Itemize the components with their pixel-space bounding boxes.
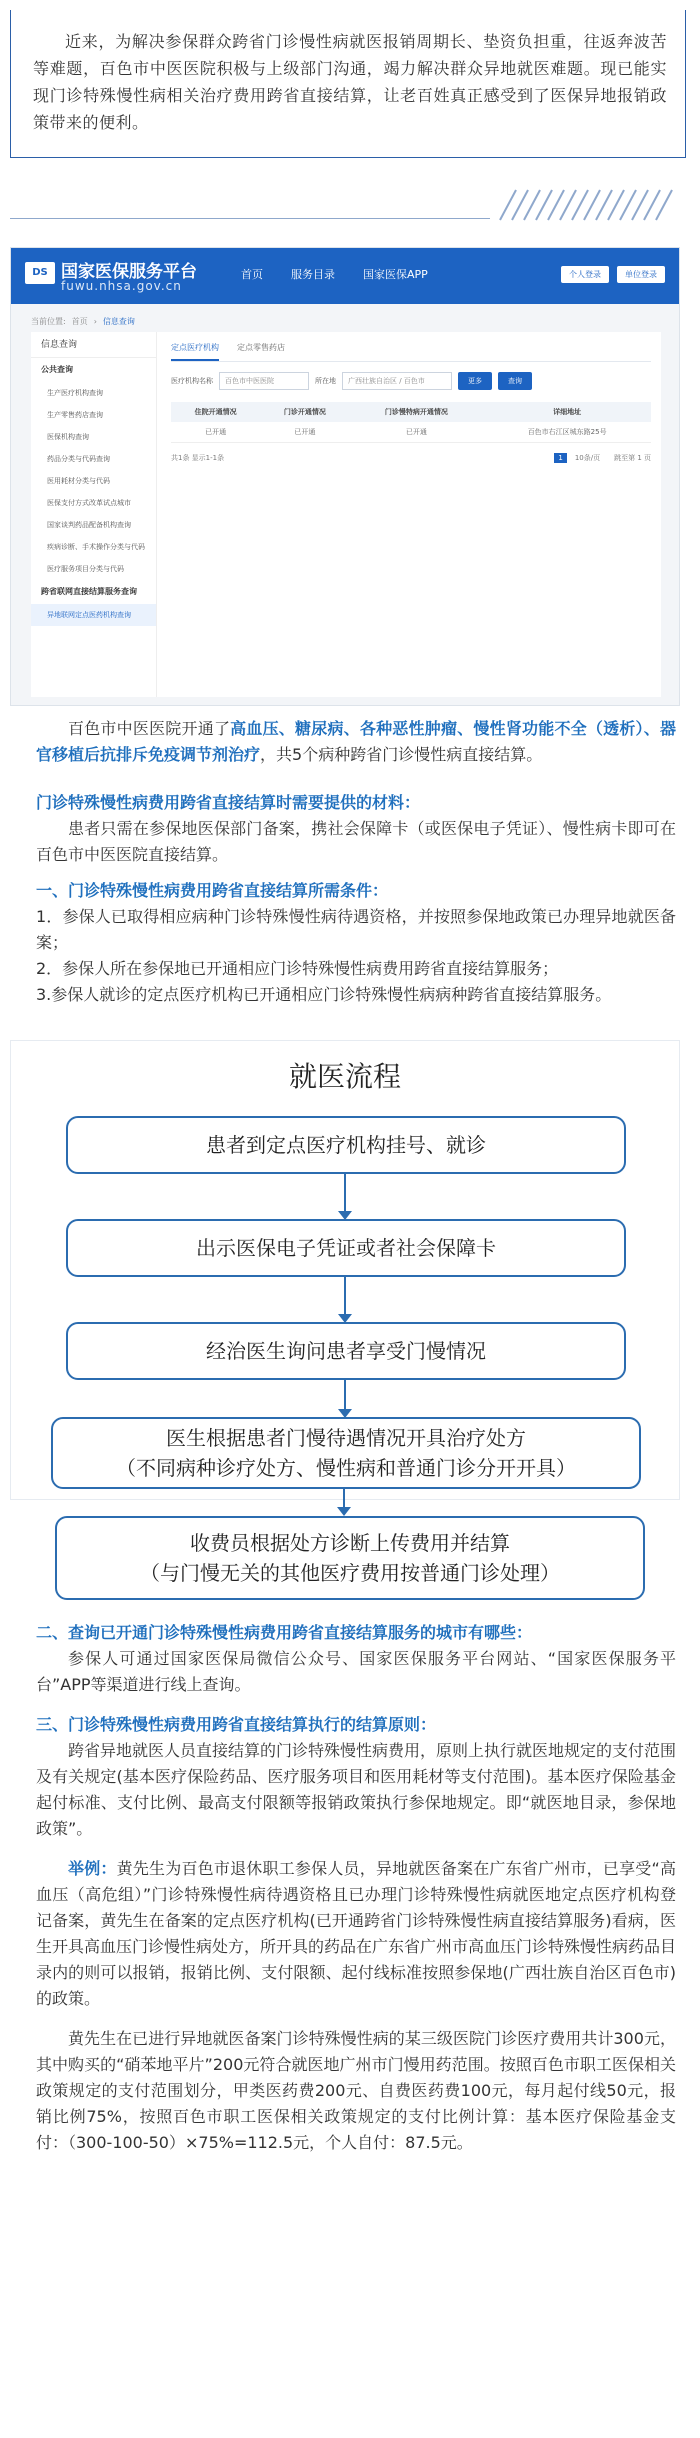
more-button[interactable]: 更多 [458,372,492,390]
flow-arrow-icon [344,1277,346,1315]
conditions-item-3: 3.参保人就诊的定点医疗机构已开通相应门诊特殊慢性病病种跨省直接结算服务。 [36,985,612,1004]
site-header [11,248,679,304]
personal-login-button[interactable]: 个人登录 [561,266,609,283]
institution-name-input[interactable]: 百色市中医医院 [219,372,309,390]
table-row: 已开通 已开通 已开通 百色市右江区城东路25号 [171,422,651,442]
query-button[interactable]: 查询 [498,372,532,390]
example-label: 举例： [68,1859,117,1878]
process-flowchart [10,1040,680,1500]
materials-text: 患者只需在参保地医保部门备案，携社会保障卡（或医保电子凭证）、慢性病卡即可在百色市中医医院直接结算。 [36,819,676,864]
unit-login-button[interactable]: 单位登录 [617,266,665,283]
sidebar-item[interactable]: 国家谈判药品配备机构查询 [47,521,131,529]
tab-pharmacy[interactable]: 定点零售药店 [237,343,285,352]
sidebar [31,332,157,697]
tab-medical-institution[interactable]: 定点医疗机构 [171,342,219,361]
flow-arrow-icon [344,1174,346,1212]
table-header: 门诊慢特病开通情况 [349,402,483,422]
nav-home[interactable]: 首页 [241,268,263,281]
flow-step-1: 患者到定点医疗机构挂号、就诊 [66,1116,626,1174]
sidebar-item[interactable]: 医用耗材分类与代码 [47,477,110,485]
sidebar-item-active[interactable]: 异地联网定点医药机构查询 [31,604,156,626]
result-table [171,402,651,443]
sidebar-category: 跨省联网直接结算服务查询 [41,587,137,596]
sidebar-category: 公共查询 [41,365,73,374]
site-title: 国家医保服务平台 [61,262,197,282]
region-label: 所在地 [315,377,336,385]
site-nav [241,266,428,282]
example-calculation: 黄先生在已进行异地就医备案门诊特殊慢性病的某三级医院门诊医疗费用共计300元，其中购买的“硝苯地平片”200元符合就医地广州市门慢用药范围。按照百色市职工医保相关政策规定的支付范围划分，甲类医药费200元、自费医药费100元，每月起付线50元，报销比例75%，按照百色市职工医保相关政策规定的支付比例计算：基本医疗保险基金支付：（300-100-50）×75%=112.5元，个人自付：87.5元。 [36,2029,676,2152]
section3-text: 跨省异地就医人员直接结算的门诊特殊慢性病费用，原则上执行就医地规定的支付范围及有关规定(基本医疗保险药品、医疗服务项目和医用耗材等支付范围)。基本医疗保险基金起付标准、支付比例、最高支付限额等报销政策执行参保地规定。即“就医地目录，参保地政策”。 [36,1741,677,1838]
section2-text: 参保人可通过国家医保局微信公众号、国家医保服务平台网站、“国家医保服务平台”APP等渠道进行线上查询。 [36,1649,676,1694]
pagination: 共1条 显示1-1条 1 10条/页 跳至第 1 页 [171,453,651,462]
sidebar-item[interactable]: 生产医疗机构查询 [47,389,103,397]
section-divider [0,188,700,222]
sidebar-item[interactable]: 医保支付方式改革试点城市 [47,499,131,507]
conditions-heading: 一、门诊特殊慢性病费用跨省直接结算所需条件： [36,881,389,900]
sidebar-head: 信息查询 [31,332,156,358]
slash-decoration-icon [490,188,690,222]
site-url: fuwu.nhsa.gov.cn [61,279,182,293]
example-paragraph: 举例：黄先生为百色市退休职工参保人员，异地就医备案在广东省广州市，已享受“高血压（高危组）”门诊特殊慢性病待遇资格且已办理门诊特殊慢性病就医地定点医疗机构登记备案，黄先生在备案的定点医疗机构(已开通跨省门诊特殊慢性病直接结算服务)看病，医生开具高血压门诊慢性病处方，所开具的药品在广东省广州市高血压门诊特殊慢性病药品目录内的则可以报销，报销比例、支付限额、起付线标准按照参保地(广西壮族自治区百色市)的政策。 [36,1859,677,2008]
materials-heading: 门诊特殊慢性病费用跨省直接结算时需要提供的材料： [36,793,421,812]
conditions-item-1: 1．参保人已取得相应病种门诊特殊慢性病待遇资格，并按照参保地政策已办理异地就医备案； [36,907,676,952]
flow-step-4: 医生根据患者门慢待遇情况开具治疗处方 （不同病种诊疗处方、慢性病和普通门诊分开开具） [51,1417,641,1489]
sidebar-item[interactable]: 药品分类与代码查询 [47,455,110,463]
site-logo-icon: DS [25,262,55,284]
page-jump[interactable]: 跳至第 1 页 [614,453,651,462]
page-button[interactable]: 1 [554,453,566,463]
sidebar-item[interactable]: 医疗服务项目分类与代码 [47,565,124,573]
flow-arrow-icon [343,1488,345,1508]
flow-step-2: 出示医保电子凭证或者社会保障卡 [66,1219,626,1277]
region-select[interactable]: 广西壮族自治区 / 百色市 [342,372,452,390]
table-header: 住院开通情况 [171,402,260,422]
flow-step-5: 收费员根据处方诊断上传费用并结算 （与门慢无关的其他医疗费用按普通门诊处理） [55,1516,645,1600]
query-main [171,342,651,463]
disease-list: 高血压、糖尿病、各种恶性肿瘤、慢性肾功能不全（透析）、器官移植后抗排斥免疫调节剂治疗 [36,719,676,764]
flowchart-title: 就医流程 [288,1060,401,1093]
query-panel [31,332,661,697]
intro-text: 近来，为解决参保群众跨省门诊慢性病就医报销周期长、垫资负担重，往返奔波苦等难题，百色市中医医院积极与上级部门沟通，竭力解决群众异地就医难题。现已能实现门诊特殊慢性病相关治疗费用跨省直接结算，让老百姓真正感受到了医保异地报销政策带来的便利。 [33,32,667,132]
table-header: 门诊开通情况 [260,402,349,422]
diseases-paragraph: 百色市中医医院开通了高血压、糖尿病、各种恶性肿瘤、慢性肾功能不全（透析）、器官移植后抗排斥免疫调节剂治疗，共5个病种跨省门诊慢性病直接结算。 [36,719,676,764]
nhsa-website-screenshot [10,247,680,706]
sidebar-item[interactable]: 医保机构查询 [47,433,89,441]
section2-heading: 二、查询已开通门诊特殊慢性病费用跨省直接结算服务的城市有哪些： [36,1623,533,1642]
section3-heading: 三、门诊特殊慢性病费用跨省直接结算执行的结算原则： [36,1715,437,1734]
per-page-select[interactable]: 10条/页 [574,453,601,462]
conditions-item-2: 2．参保人所在参保地已开通相应门诊特殊慢性病费用跨省直接结算服务； [36,959,559,978]
name-label: 医疗机构名称 [171,377,213,385]
sidebar-item[interactable]: 生产零售药店查询 [47,411,103,419]
nav-app[interactable]: 国家医保APP [363,268,428,281]
sidebar-item[interactable]: 疾病诊断、手术操作分类与代码 [47,543,145,551]
intro-box [10,10,686,158]
table-header: 详细地址 [483,402,651,422]
flow-arrow-icon [344,1380,346,1410]
nav-service-catalog[interactable]: 服务目录 [291,268,335,281]
flow-step-3: 经治医生询问患者享受门慢情况 [66,1322,626,1380]
breadcrumb: 当前位置: 首页 › 信息查询 [31,317,135,326]
